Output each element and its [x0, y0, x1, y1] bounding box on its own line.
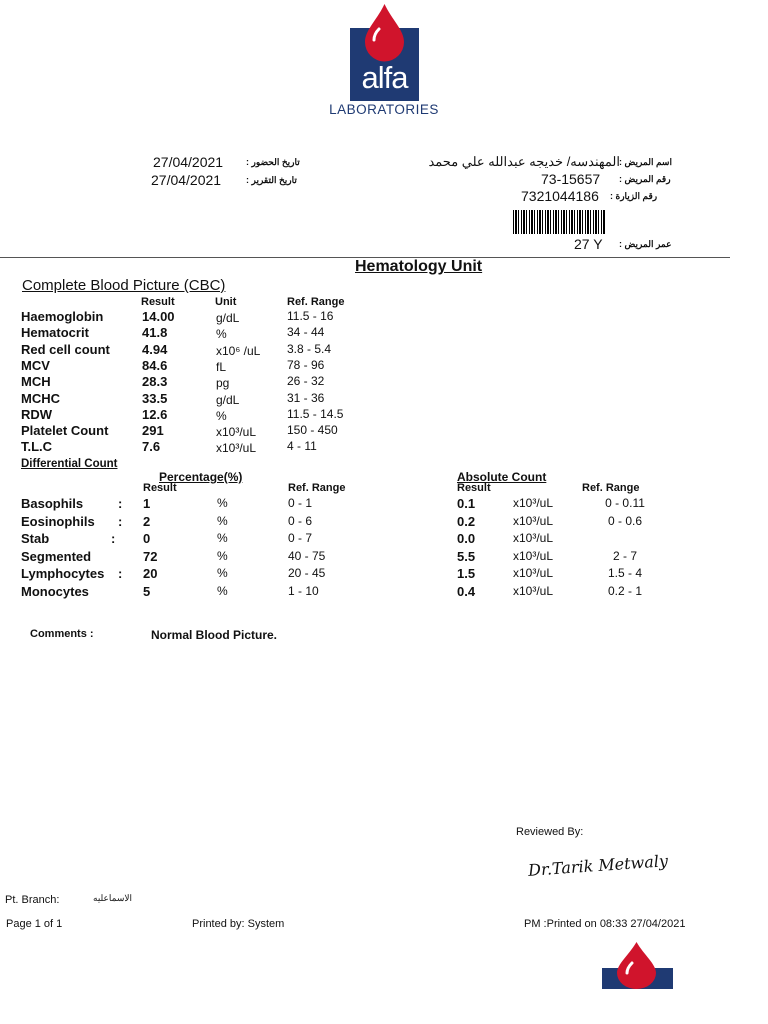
cbc-ref-range: 150 - 450 — [287, 423, 338, 437]
footer-blood-drop-icon — [614, 940, 659, 990]
diff-abs-result: 0.0 — [457, 531, 476, 546]
cbc-ref-range: 78 - 96 — [287, 358, 325, 372]
diff-cell-name: Eosinophils — [21, 514, 95, 529]
cbc-result: 33.5 — [142, 391, 168, 406]
cbc-test-name: RDW — [21, 407, 53, 422]
diff-abs-result: 0.4 — [457, 584, 476, 599]
cbc-ref-range: 26 - 32 — [287, 374, 325, 388]
diff-colon: : — [118, 496, 123, 511]
diff-abs-range: 1.5 - 4 — [607, 566, 643, 580]
printed-on: PM :Printed on 08:33 27/04/2021 — [524, 918, 686, 930]
logo-text: alfa — [361, 60, 408, 95]
diff-abs-range: 0 - 0.6 — [607, 514, 643, 528]
diff-abs-unit: x10³/uL — [513, 584, 554, 598]
diff-title: Differential Count — [21, 458, 118, 470]
diff-pct-unit: % — [217, 496, 228, 510]
cbc-test-name: MCHC — [21, 391, 60, 406]
diff-colon: : — [118, 566, 123, 581]
cbc-test-name: Red cell count — [21, 342, 110, 357]
cbc-unit: g/dL — [216, 393, 240, 407]
blood-drop-icon — [362, 2, 407, 62]
patient-id: 73-15657 — [541, 171, 601, 187]
diff-pct-result: 20 — [143, 566, 158, 581]
diff-col-result: Result — [143, 482, 177, 494]
diff-pct-range: 0 - 6 — [288, 514, 313, 528]
signature-text: Dr.Tarik Metwaly — [527, 851, 669, 880]
branch-label: Pt. Branch: — [5, 894, 60, 906]
visit-number: 7321044186 — [521, 188, 599, 204]
diff-pct-range: 20 - 45 — [288, 566, 326, 580]
cbc-col-range: Ref. Range — [287, 296, 345, 308]
cbc-ref-range: 11.5 - 14.5 — [287, 407, 344, 421]
cbc-ref-range: 3.8 - 5.4 — [287, 342, 332, 356]
diff-abs-range: 0.2 - 1 — [607, 584, 643, 598]
cbc-unit: g/dL — [216, 311, 240, 325]
cbc-result: 14.00 — [142, 309, 175, 324]
comments-value: Normal Blood Picture. — [151, 628, 278, 642]
diff-abs-range: 2 - 7 — [612, 549, 637, 563]
cbc-result: 41.8 — [142, 325, 168, 340]
diff-pct-result: 72 — [143, 549, 158, 564]
patient-age-label: عمر المريض : — [619, 239, 672, 249]
cbc-unit: % — [216, 409, 227, 423]
cbc-unit: x10³/uL — [216, 425, 257, 439]
cbc-unit: % — [216, 327, 227, 341]
cbc-col-unit: Unit — [215, 296, 237, 308]
cbc-result: 291 — [142, 423, 164, 438]
reviewed-by-label: Reviewed By: — [516, 826, 584, 838]
diff-cell-name: Monocytes — [21, 584, 89, 599]
diff-cell-name: Segmented — [21, 549, 92, 564]
cbc-test-name: Haemoglobin — [21, 309, 104, 324]
lab-name: LABORATORIES — [329, 102, 439, 117]
diff-pct-result: 2 — [143, 514, 151, 529]
diff-pct-result: 1 — [143, 496, 151, 511]
diff-pct-range: 40 - 75 — [288, 549, 326, 563]
cbc-title: Complete Blood Picture (CBC) — [22, 277, 226, 294]
cbc-unit: x10⁶ /uL — [216, 344, 261, 358]
diff-abs-result: 1.5 — [457, 566, 476, 581]
diff-pct-unit: % — [217, 549, 228, 563]
diff-abs-unit: x10³/uL — [513, 531, 554, 545]
report-date: 27/04/2021 — [151, 172, 222, 188]
abs-col-result: Result — [457, 482, 491, 494]
cbc-test-name: T.L.C — [21, 439, 53, 454]
cbc-unit: pg — [216, 376, 230, 390]
signature — [528, 851, 669, 880]
diff-abs-range: 0 - 0.11 — [605, 496, 645, 510]
patient-age: 27 Y — [574, 236, 603, 252]
diff-pct-unit: % — [217, 514, 228, 528]
attend-date-label: تاريخ الحضور : — [246, 157, 300, 167]
abs-title: Absolute Count — [457, 470, 547, 484]
diff-abs-result: 5.5 — [457, 549, 476, 564]
cbc-ref-range: 34 - 44 — [287, 325, 325, 339]
attend-date: 27/04/2021 — [153, 154, 224, 170]
visit-number-label: رقم الزيارة : — [610, 191, 658, 201]
comments-label: Comments : — [30, 628, 94, 640]
diff-colon: : — [118, 514, 123, 529]
cbc-result: 28.3 — [142, 374, 168, 389]
patient-name: المهندسه/ خديجه عبدالله علي محمد — [428, 154, 620, 169]
cbc-result: 4.94 — [142, 342, 168, 357]
printed-by: Printed by: System — [192, 918, 285, 930]
diff-pct-unit: % — [217, 566, 228, 580]
cbc-test-name: Platelet Count — [21, 423, 109, 438]
diff-pct-range: 0 - 1 — [288, 496, 313, 510]
diff-abs-result: 0.2 — [457, 514, 476, 529]
diff-colon: : — [111, 531, 116, 546]
cbc-test-name: MCH — [21, 374, 51, 389]
diff-abs-unit: x10³/uL — [513, 549, 554, 563]
diff-abs-unit: x10³/uL — [513, 566, 554, 580]
diff-col-range: Ref. Range — [288, 482, 346, 494]
diff-pct-unit: % — [217, 584, 228, 598]
pct-title: Percentage(%) — [159, 470, 243, 484]
page-number: Page 1 of 1 — [6, 918, 63, 930]
cbc-test-name: MCV — [21, 358, 50, 373]
cbc-ref-range: 11.5 - 16 — [287, 309, 334, 323]
patient-id-label: رقم المريض : — [619, 174, 671, 184]
diff-abs-result: 0.1 — [457, 496, 476, 511]
barcode — [513, 210, 606, 234]
diff-abs-unit: x10³/uL — [513, 514, 554, 528]
diff-pct-result: 0 — [143, 531, 151, 546]
cbc-ref-range: 31 - 36 — [287, 391, 325, 405]
diff-abs-unit: x10³/uL — [513, 496, 554, 510]
cbc-unit: fL — [216, 360, 227, 374]
diff-cell-name: Basophils — [21, 496, 84, 511]
cbc-col-result: Result — [141, 296, 175, 308]
unit-title: Hematology Unit — [355, 258, 483, 275]
diff-pct-range: 1 - 10 — [288, 584, 319, 598]
report-date-label: تاريخ التقرير : — [246, 175, 297, 185]
diff-pct-result: 5 — [143, 584, 151, 599]
cbc-result: 7.6 — [142, 439, 161, 454]
abs-col-range: Ref. Range — [582, 482, 640, 494]
cbc-unit: x10³/uL — [216, 441, 257, 455]
diff-cell-name: Stab — [21, 531, 50, 546]
cbc-result: 12.6 — [142, 407, 168, 422]
branch-value: الاسماعليه — [93, 893, 133, 903]
diff-cell-name: Lymphocytes — [21, 566, 105, 581]
diff-pct-range: 0 - 7 — [288, 531, 313, 545]
diff-pct-unit: % — [217, 531, 228, 545]
cbc-result: 84.6 — [142, 358, 168, 373]
patient-name-label: اسم المريض : — [619, 157, 672, 167]
cbc-test-name: Hematocrit — [21, 325, 89, 340]
cbc-ref-range: 4 - 11 — [287, 439, 317, 453]
